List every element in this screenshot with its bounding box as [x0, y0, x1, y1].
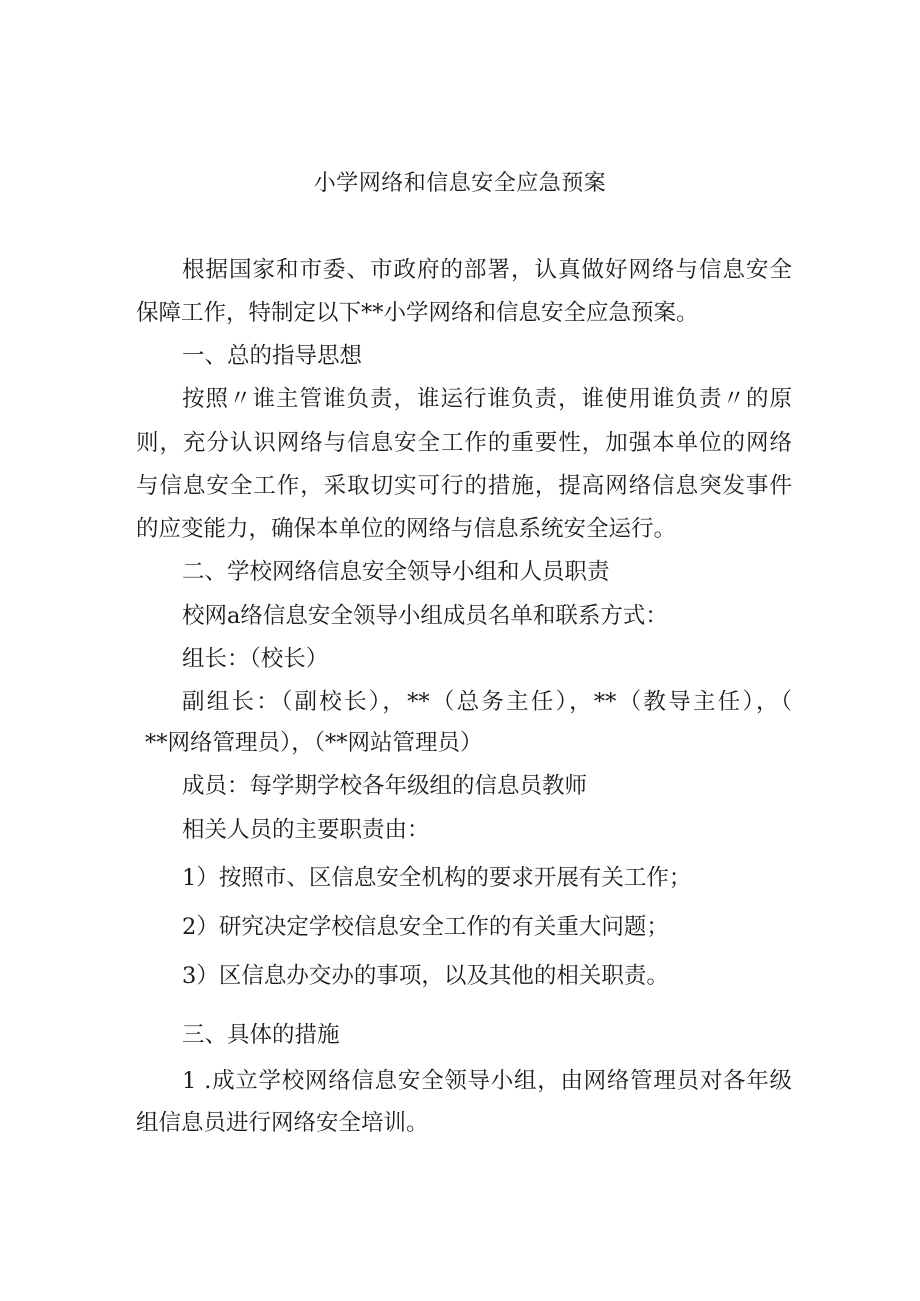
list-item: 3）区信息办交办的事项，以及其他的相关职责。 — [182, 963, 669, 989]
paragraph-line: 成员：每学期学校各年级组的信息员教师 — [182, 773, 588, 799]
paragraph-line: 组信息员进行网络安全培训。 — [136, 1110, 429, 1136]
section-heading: 三、具体的措施 — [182, 1022, 340, 1048]
paragraph-line: 1 .成立学校网络信息安全领导小组，由网络管理员对各年级 — [182, 1068, 792, 1094]
section-heading: 二、学校网络信息安全领导小组和人员职责 — [182, 559, 610, 585]
paragraph-line: **网络管理员），（**网站管理员） — [145, 730, 483, 756]
paragraph-line: 组长：（校长） — [182, 646, 329, 672]
paragraph-line: 按照〃谁主管谁负责，谁运行谁负责，谁使用谁负责〃的原 — [182, 386, 792, 412]
paragraph-line: 的应变能力，确保本单位的网络与信息系统安全运行。 — [136, 516, 677, 542]
paragraph-line: 校网a络信息安全领导小组成员名单和联系方式： — [182, 603, 668, 629]
paragraph-line: 保障工作，特制定以下**小学网络和信息安全应急预案。 — [136, 300, 699, 326]
section-heading: 一、总的指导思想 — [182, 343, 363, 369]
list-item: 1）按照市、区信息安全机构的要求开展有关工作； — [182, 865, 692, 891]
paragraph-line: 副组长：（副校长），**（总务主任），**（教导主任），（ — [182, 689, 792, 715]
paragraph-line: 与信息安全工作，采取切实可行的措施，提高网络信息突发事件 — [136, 473, 792, 499]
paragraph-line: 相关人员的主要职责由： — [182, 817, 430, 843]
paragraph-line: 根据国家和市委、市政府的部署，认真做好网络与信息安全 — [182, 257, 792, 283]
list-item: 2）研究决定学校信息安全工作的有关重大问题； — [182, 914, 669, 940]
document-title: 小学网络和信息安全应急预案 — [313, 171, 607, 196]
paragraph-line: 则，充分认识网络与信息安全工作的重要性，加强本单位的网络 — [136, 430, 792, 456]
